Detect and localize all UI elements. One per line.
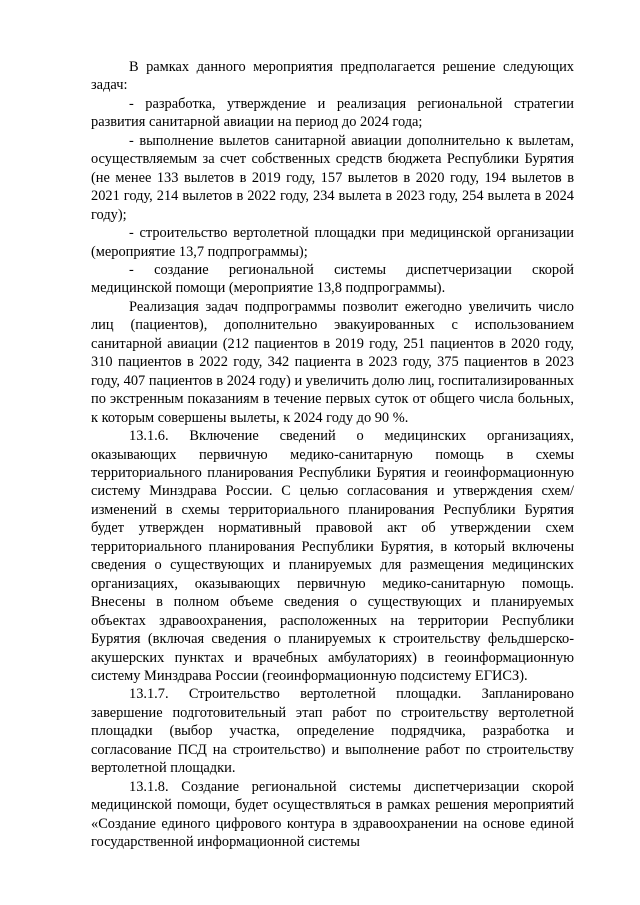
document-page <box>91 58 574 851</box>
paragraph-tasks-intro: В рамках данного мероприятия предполагается решение следующих задач: <box>91 59 574 94</box>
paragraph-task-helipad: - строительство вертолетной площадки при медицинской организации (мероприятие 13,7 подпрограммы); <box>91 225 574 260</box>
paragraph-section-13-1-7: 13.1.7. Строительство вертолетной площадки. Запланировано завершение подготовительный этап работ по строительству вертолетной площадки (выбор участка, определение подрядчика, разработка и согласование ПСД на строительство) и выполнение работ по строительству вертолетной площадки. <box>91 686 574 777</box>
paragraph-implementation: Реализация задач подпрограммы позволит ежегодно увеличить число лиц (пациентов), дополнительно эвакуированных с использованием санитарной авиации (212 пациентов в 2019 году, 251 пациентов в 2020 году, 310 пациентов в 2022 году, 342 пациента в 2023 году, 375 пациентов в 2023 году, 407 пациентов в 2024 году) и увеличить долю лиц, госпитализированных по экстренным показаниям в течение первых суток от общего числа больных, к которым совершены вылеты, к 2024 году до 90 %. <box>91 298 574 426</box>
paragraph-task-strategy: - разработка, утверждение и реализация региональной стратегии развития санитарной авиации на период до 2024 года; <box>91 95 574 131</box>
paragraph-section-13-1-8: 13.1.8. Создание региональной системы диспетчеризации скорой медицинской помощи, будет осуществляться в рамках решения мероприятий «Создание единого цифрового контура в здравоохранении на основе единой государственной информационной системы <box>91 778 574 851</box>
paragraph-task-dispatch: - создание региональной системы диспетчеризации скорой медицинской помощи (мероприятие 13,8 подпрограммы). <box>91 261 574 297</box>
paragraph-task-flights: - выполнение вылетов санитарной авиации дополнительно к вылетам, осуществляемым за счет собственных средств бюджета Республики Бурятия (не менее 133 вылетов в 2019 году, 157 вылетов в 2020 году, 194 вылетов в 2021 году, 214 вылетов в 2022 году, 234 вылета в 2023 году, 254 вылета в 2024 году); <box>91 132 574 223</box>
paragraph-section-13-1-6: 13.1.6. Включение сведений о медицинских организациях, оказывающих первичную медико-санитарную помощь в схемы территориального планирования Республики Бурятия и геоинформационную систему Минздрава России. С целью согласования и утверждения схем/изменений в схемы территориального планирования Республики Бурятия будет утвержден нормативный правовой акт об утверждении схем территориального планирования Республики Бурятия, в который включены сведения о существующих и планируемых для размещения медицинских организациях, оказывающих первичную медико-санитарную помощь. Внесены в полном объеме сведения о существующих и планируемых объектах здравоохранения, расположенных на территории Республики Бурятия (включая сведения о планируемых к строительству фельдшерско-акушерских пунктах и врачебных амбулаториях) в геоинформационную систему Минздрава России (геоинформационную подсистему ЕГИСЗ). <box>91 428 574 684</box>
